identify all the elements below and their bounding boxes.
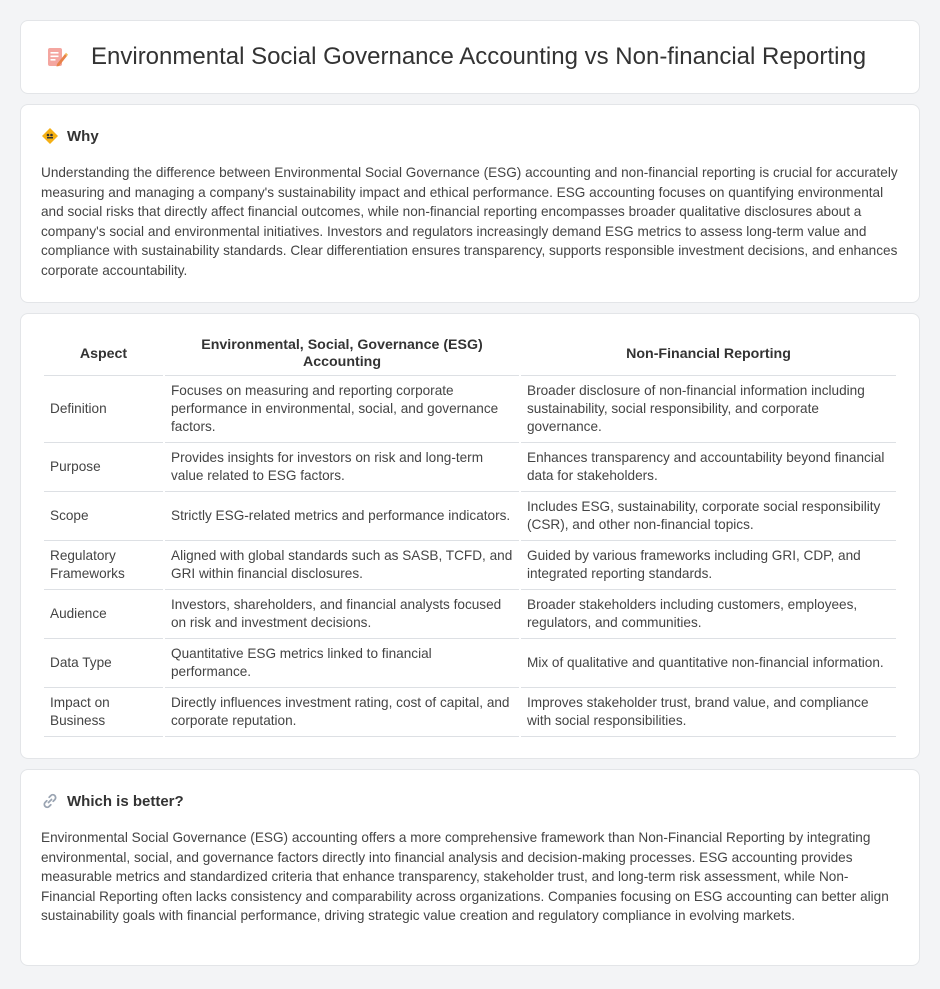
- column-header-nfr: Non-Financial Reporting: [521, 330, 896, 376]
- table-row: [44, 492, 896, 541]
- column-header-aspect: Aspect: [44, 330, 163, 376]
- document-pencil-icon: [45, 45, 69, 69]
- nfr-cell: Guided by various frameworks including GRI, CDP, and integrated reporting standards.: [521, 541, 896, 590]
- why-section: [20, 104, 920, 303]
- esg-cell: Focuses on measuring and reporting corporate performance in environmental, social, and governance factors.: [165, 376, 519, 443]
- esg-cell: Provides insights for investors on risk and long-term value related to ESG factors.: [165, 443, 519, 492]
- nfr-cell: Enhances transparency and accountability beyond financial data for stakeholders.: [521, 443, 896, 492]
- link-icon: [41, 792, 59, 810]
- table-row: [44, 688, 896, 737]
- nfr-cell: Improves stakeholder trust, brand value, and compliance with social responsibilities.: [521, 688, 896, 737]
- comparison-table: [42, 330, 898, 737]
- nfr-cell: Includes ESG, sustainability, corporate social responsibility (CSR), and other non-financial topics.: [521, 492, 896, 541]
- better-title: Which is better?: [67, 792, 184, 810]
- why-text: Understanding the difference between Environmental Social Governance (ESG) accounting and non-financial reporting is crucial for accurately measuring and managing a company's sustainability impact and ethical performance. ESG accounting focuses on quantifying environmental and social risks that directly affect financial outcomes, while non-financial reporting encompasses broader qualitative disclosures about a company's social and environmental initiatives. Investors and regulators increasingly demand ESG metrics to assess long-term value and compliance with sustainability standards. Clear differentiation ensures transparency, supports responsible investment decisions, and enhances corporate accountability.: [41, 165, 898, 278]
- aspect-cell: Audience: [44, 590, 163, 639]
- aspect-cell: Regulatory Frameworks: [44, 541, 163, 590]
- why-title: Why: [67, 127, 99, 145]
- comparison-table-card: [20, 313, 920, 759]
- column-header-esg: Environmental, Social, Governance (ESG) Accounting: [165, 330, 519, 376]
- table-header-row: [44, 330, 896, 376]
- table-row: [44, 639, 896, 688]
- nfr-cell: Broader stakeholders including customers, employees, regulators, and communities.: [521, 590, 896, 639]
- warning-sign-icon: [41, 127, 59, 145]
- table-row: [44, 443, 896, 492]
- table-row: [44, 590, 896, 639]
- table-row: [44, 541, 896, 590]
- esg-cell: Aligned with global standards such as SASB, TCFD, and GRI within financial disclosures.: [165, 541, 519, 590]
- page-title: Environmental Social Governance Accounting vs Non-financial Reporting: [91, 43, 867, 70]
- table-row: [44, 376, 896, 443]
- aspect-cell: Data Type: [44, 639, 163, 688]
- nfr-cell: Broader disclosure of non-financial information including sustainability, social responsibility, and corporate governance.: [521, 376, 896, 443]
- which-is-better-section: [20, 769, 920, 966]
- aspect-cell: Impact on Business: [44, 688, 163, 737]
- aspect-cell: Definition: [44, 376, 163, 443]
- esg-cell: Strictly ESG-related metrics and performance indicators.: [165, 492, 519, 541]
- aspect-cell: Scope: [44, 492, 163, 541]
- esg-cell: Directly influences investment rating, cost of capital, and corporate reputation.: [165, 688, 519, 737]
- nfr-cell: Mix of qualitative and quantitative non-financial information.: [521, 639, 896, 688]
- esg-cell: Quantitative ESG metrics linked to financial performance.: [165, 639, 519, 688]
- esg-cell: Investors, shareholders, and financial analysts focused on risk and investment decisions.: [165, 590, 519, 639]
- better-text: Environmental Social Governance (ESG) accounting offers a more comprehensive framework than Non-Financial Reporting by integrating environmental, social, and governance factors directly into financial analysis and decision-making processes. ESG accounting provides measurable metrics and standardized criteria that enhance transparency, stakeholder trust, and long-term risk assessment, while Non-Financial Reporting often lacks consistency and comparability across organizations. Companies focusing on ESG accounting can better align sustainability goals with financial performance, driving strategic value creation and regulatory compliance in evolving markets.: [41, 830, 889, 923]
- aspect-cell: Purpose: [44, 443, 163, 492]
- header-card: [20, 20, 920, 94]
